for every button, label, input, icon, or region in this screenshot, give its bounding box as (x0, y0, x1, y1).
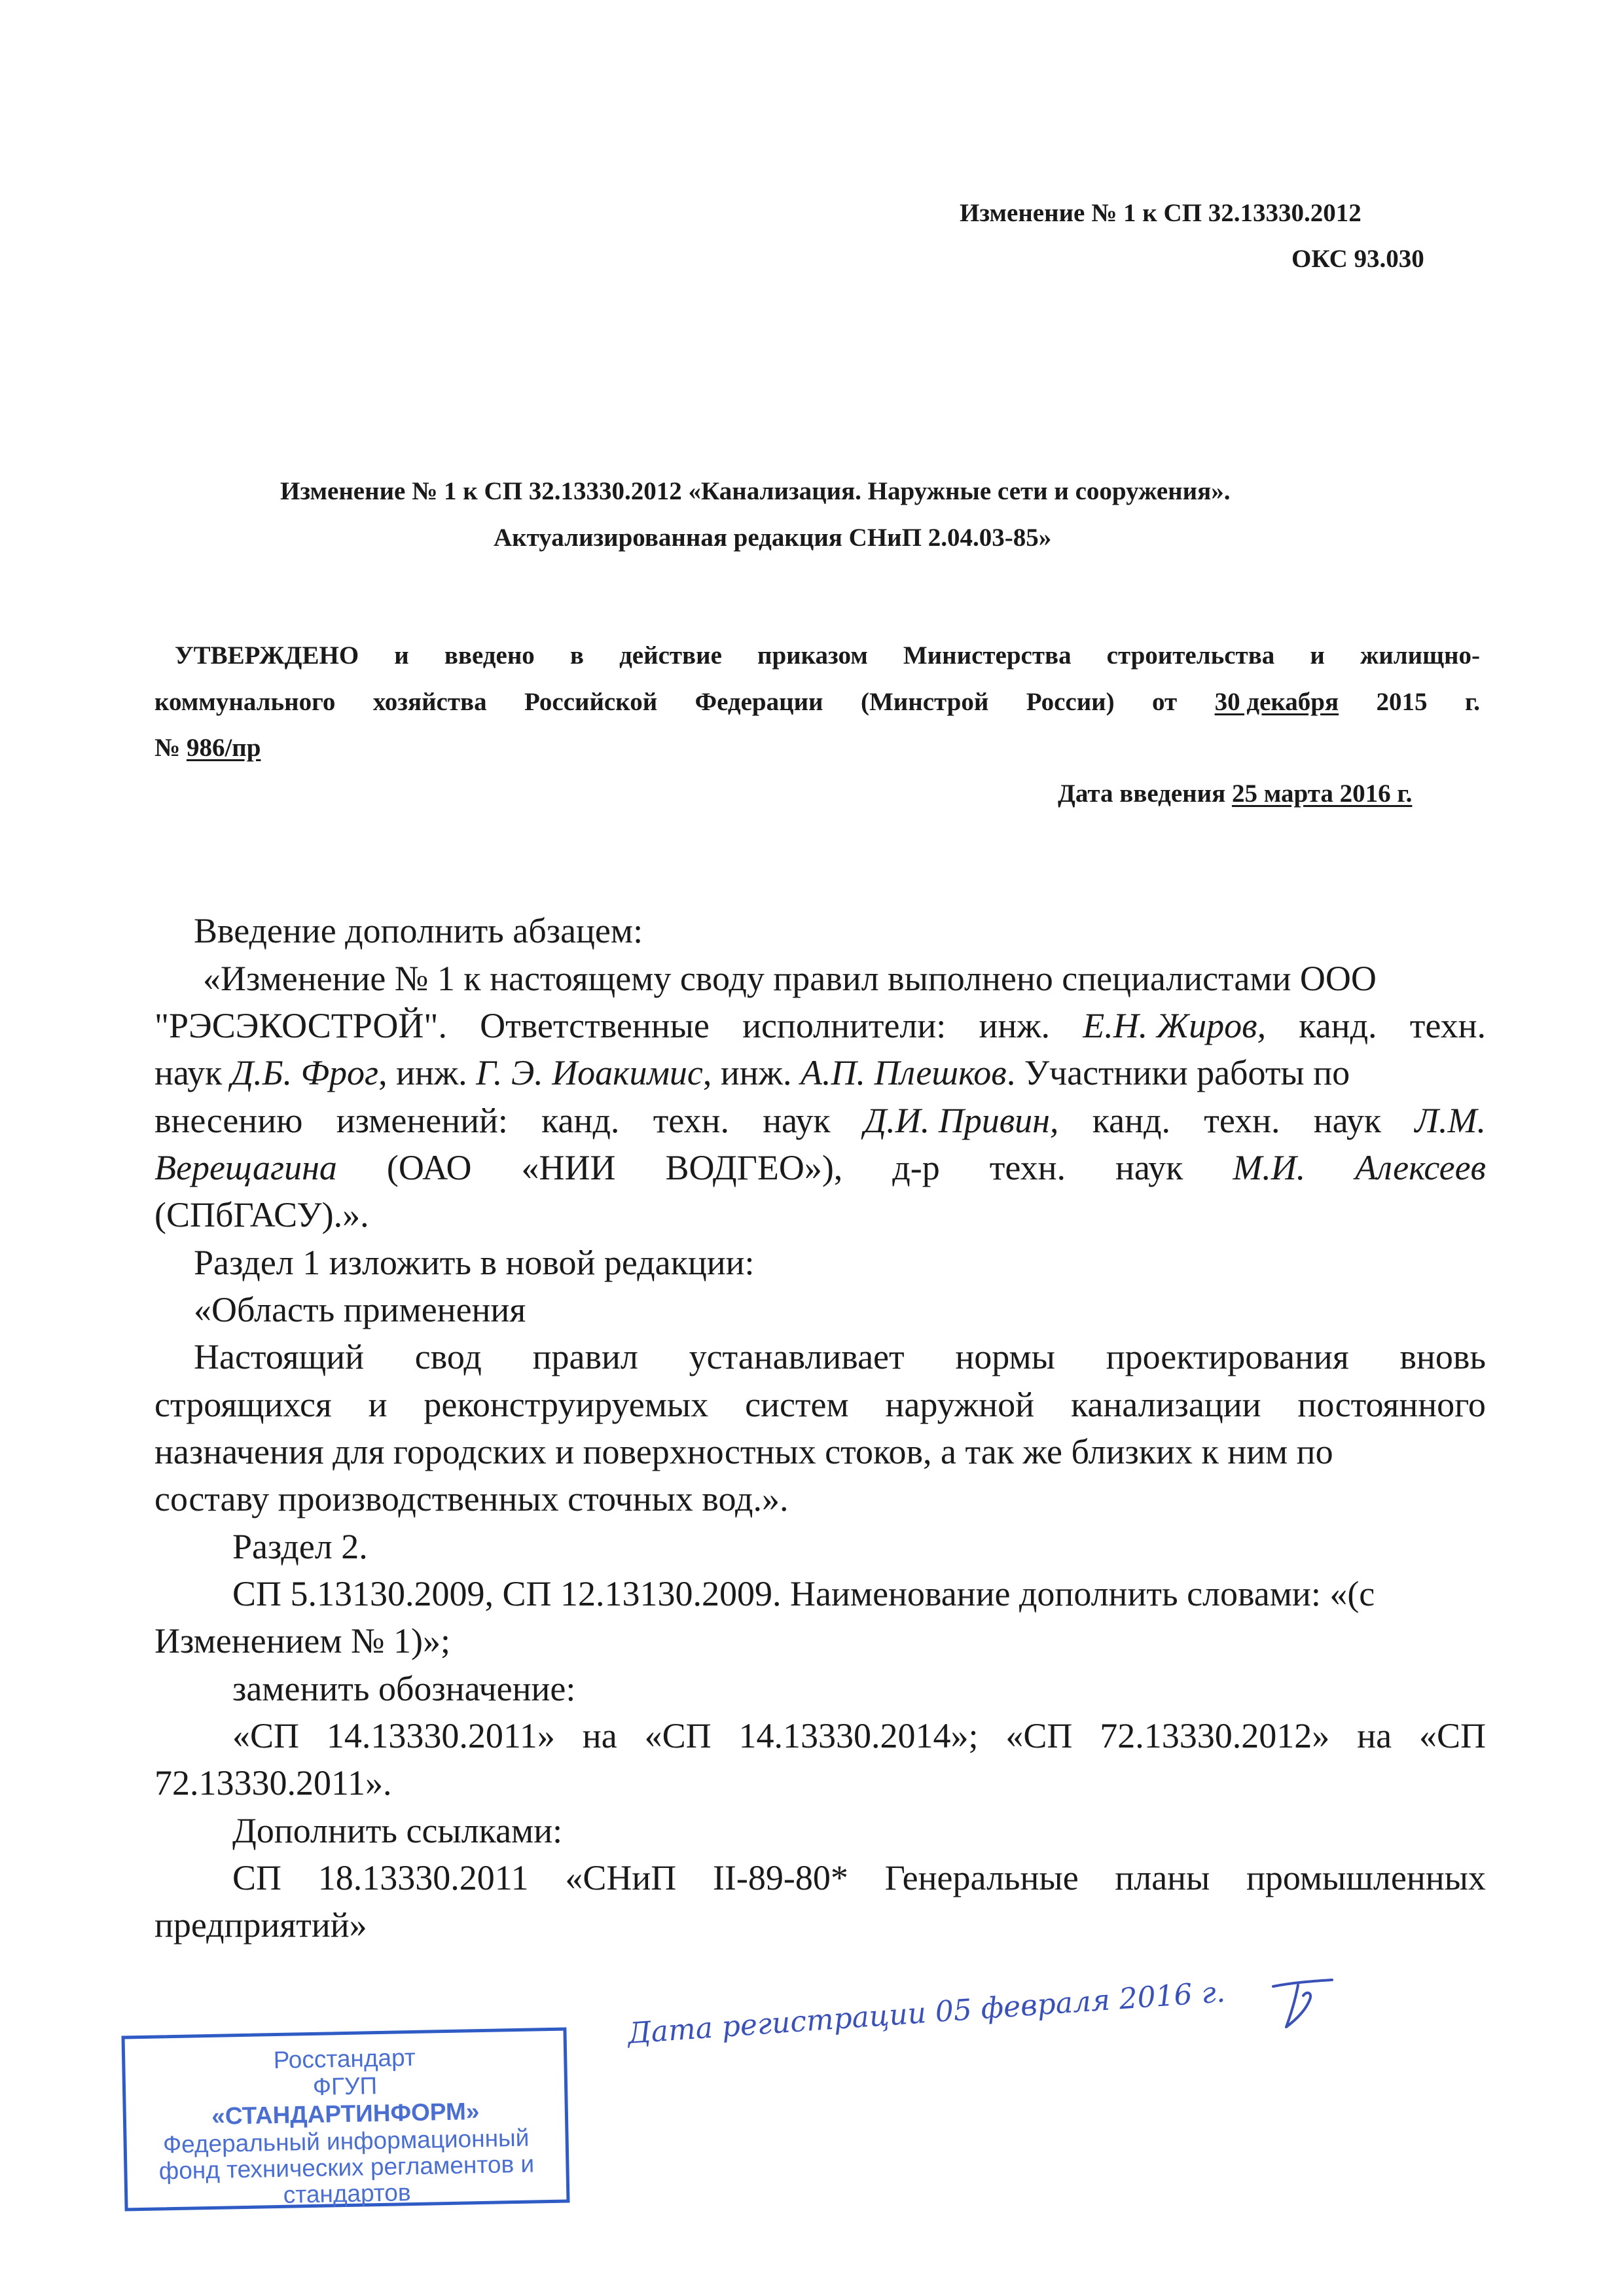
body-p5-line1 (194, 1339, 1486, 1374)
word: Д.И. Привин, (863, 1101, 1059, 1140)
word: исполнители: (742, 1006, 947, 1045)
word: строительства (1106, 641, 1275, 670)
word: строящихся (154, 1385, 332, 1424)
body-p8: заменить обозначение: (232, 1669, 576, 1708)
word: 30 декабря (1214, 688, 1339, 716)
word: Алексеев (1355, 1148, 1486, 1187)
word: М.И. (1233, 1148, 1306, 1187)
document-title-line1: Изменение № 1 к СП 32.13330.2012 «Канализация. Наружные сети и сооружения». (280, 477, 1231, 505)
word: «СП (1418, 1716, 1486, 1755)
word: вновь (1399, 1337, 1486, 1376)
word: наук (1115, 1148, 1183, 1187)
word: устанавливает (689, 1337, 905, 1376)
word: Е.Н. Жиров, (1083, 1006, 1267, 1045)
text-run: , инж. (702, 1053, 801, 1092)
body-p7-line1: СП 5.13130.2009, СП 12.13130.2009. Наименование дополнить словами: «(с (232, 1574, 1375, 1613)
stamp-line: ФГУП (312, 2072, 378, 2100)
word: Министерства (903, 641, 1072, 670)
word: Верещагина (154, 1148, 337, 1187)
body-p11-line2: предприятий» (154, 1905, 367, 1945)
stamp-line: Федеральный информационный (162, 2124, 530, 2159)
word: на (582, 1716, 617, 1755)
body-p2-line4 (154, 1103, 1486, 1138)
word: от (1152, 688, 1178, 716)
word: наружной (885, 1385, 1035, 1424)
word: канд. (1299, 1006, 1377, 1045)
word: жилищно- (1360, 641, 1480, 670)
body-p7-line2: Изменением № 1)»; (154, 1621, 451, 1660)
word: 72.13330.2012» (1100, 1716, 1330, 1755)
body-p2-line1: «Изменение № 1 к настоящему своду правил выполнено специалистами ООО (203, 959, 1377, 998)
word: реконструируемых (424, 1385, 709, 1424)
body-p2-line6: (СПбГАСУ).». (154, 1195, 369, 1234)
handwritten-registration-date: Дата регистрации 05 февраля 2016 г. (626, 1975, 1227, 2051)
word: и (394, 641, 409, 670)
word: техн. (1204, 1101, 1280, 1140)
body-p4: «Область применения (194, 1290, 526, 1329)
body-p9-line2: 72.13330.2011». (154, 1763, 392, 1803)
word: СП (232, 1858, 282, 1897)
word: приказом (757, 641, 868, 670)
body-p1: Введение дополнить абзацем: (194, 911, 643, 950)
word: (ОАО (386, 1148, 472, 1187)
word: канд. (1092, 1101, 1170, 1140)
word: «СП (232, 1716, 300, 1755)
word: инж. (979, 1006, 1051, 1045)
word: постоянного (1297, 1385, 1486, 1424)
body-p5-line4: составу производственных сточных вод.». (154, 1479, 789, 1518)
approval-line1 (175, 643, 1480, 668)
word: Российской (524, 688, 658, 716)
word: промышленных (1246, 1858, 1486, 1897)
word: УТВЕРЖДЕНО (175, 641, 359, 670)
word: 14.13330.2014»; (738, 1716, 979, 1755)
effective-date (1058, 781, 1412, 806)
body-p2-line3 (154, 1055, 1350, 1090)
word: канализации (1070, 1385, 1261, 1424)
person-name: А.П. Плешков (800, 1053, 1007, 1092)
word: в (569, 641, 584, 670)
text-run: , инж. (378, 1053, 477, 1092)
effective-date-label: Дата введения (1058, 780, 1232, 808)
order-number (154, 735, 261, 761)
word: на (1357, 1716, 1392, 1755)
word: и (1310, 641, 1325, 670)
word: внесению (154, 1101, 303, 1140)
body-p3: Раздел 1 изложить в новой редакции: (194, 1243, 755, 1282)
registration-stamp (121, 2027, 569, 2211)
word: «СП (644, 1716, 712, 1755)
word: ВОДГЕО»), (665, 1148, 843, 1187)
person-name: Г. Э. Иоакимис (476, 1053, 703, 1092)
text-run: . Участники работы по (1006, 1053, 1350, 1092)
word: России) (1026, 688, 1115, 716)
word: Ответственные (480, 1006, 710, 1045)
body-p6: Раздел 2. (232, 1527, 368, 1566)
word: действие (619, 641, 722, 670)
oks-code: ОКС 93.030 (1291, 245, 1424, 273)
document-code: Изменение № 1 к СП 32.13330.2012 (960, 199, 1362, 227)
body-p5-line3: назначения для городских и поверхностных стоков, а так же близких к ним по (154, 1432, 1333, 1471)
word: планы (1115, 1858, 1210, 1897)
word: коммунального (154, 688, 336, 716)
word: 14.13330.2011» (326, 1716, 555, 1755)
word: II-89-80* (712, 1858, 848, 1897)
body-p10: Дополнить ссылками: (232, 1811, 563, 1850)
word: свод (414, 1337, 482, 1376)
word: систем (745, 1385, 849, 1424)
word: введено (444, 641, 535, 670)
body-p2-line2 (154, 1008, 1486, 1043)
word: и (368, 1385, 388, 1424)
word: Настоящий (194, 1337, 365, 1376)
word: Федерации (695, 688, 823, 716)
word: хозяйства (372, 688, 487, 716)
stamp-line: Росстандарт (273, 2043, 416, 2074)
person-name: Д.Б. Фрог (230, 1053, 379, 1092)
body-p2-line5 (154, 1150, 1486, 1185)
document-title-line2: Актуализированная редакция СНиП 2.04.03-85» (494, 524, 1052, 552)
effective-date-value: 25 марта 2016 г. (1231, 780, 1413, 808)
word: техн. (989, 1148, 1066, 1187)
word: техн. (1409, 1006, 1486, 1045)
word: Генеральные (884, 1858, 1079, 1897)
body-p5-line2 (154, 1387, 1486, 1422)
word: канд. (541, 1101, 620, 1140)
text-run: наук (154, 1053, 231, 1092)
word: изменений: (336, 1101, 508, 1140)
order-number-value: 986/пр (186, 734, 261, 762)
word: "РЭСЭКОСТРОЙ". (154, 1006, 447, 1045)
stamp-line: стандартов (283, 2179, 411, 2208)
word: Л.М. (1415, 1101, 1486, 1140)
word: 2015 (1376, 688, 1428, 716)
stamp-line: «СТАНДАРТИНФОРМ» (211, 2098, 480, 2130)
word: «СНиП (565, 1858, 677, 1897)
handwritten-initials-mark (1267, 1973, 1339, 2032)
order-number-prefix: № (154, 734, 187, 762)
word: (Минстрой (860, 688, 989, 716)
word: 18.13330.2011 (317, 1858, 529, 1897)
word: г. (1464, 688, 1480, 716)
approval-line2 (154, 689, 1480, 715)
word: проектирования (1106, 1337, 1349, 1376)
word: правил (532, 1337, 638, 1376)
word: наук (1313, 1101, 1382, 1140)
word: наук (763, 1101, 831, 1140)
word: «СП (1005, 1716, 1073, 1755)
stamp-line: фонд технических регламентов и (158, 2150, 535, 2185)
word: д-р (892, 1148, 940, 1187)
word: нормы (955, 1337, 1055, 1376)
body-p9-line1 (232, 1718, 1486, 1753)
body-p11-line1 (232, 1860, 1486, 1895)
word: «НИИ (521, 1148, 616, 1187)
word: техн. (653, 1101, 729, 1140)
